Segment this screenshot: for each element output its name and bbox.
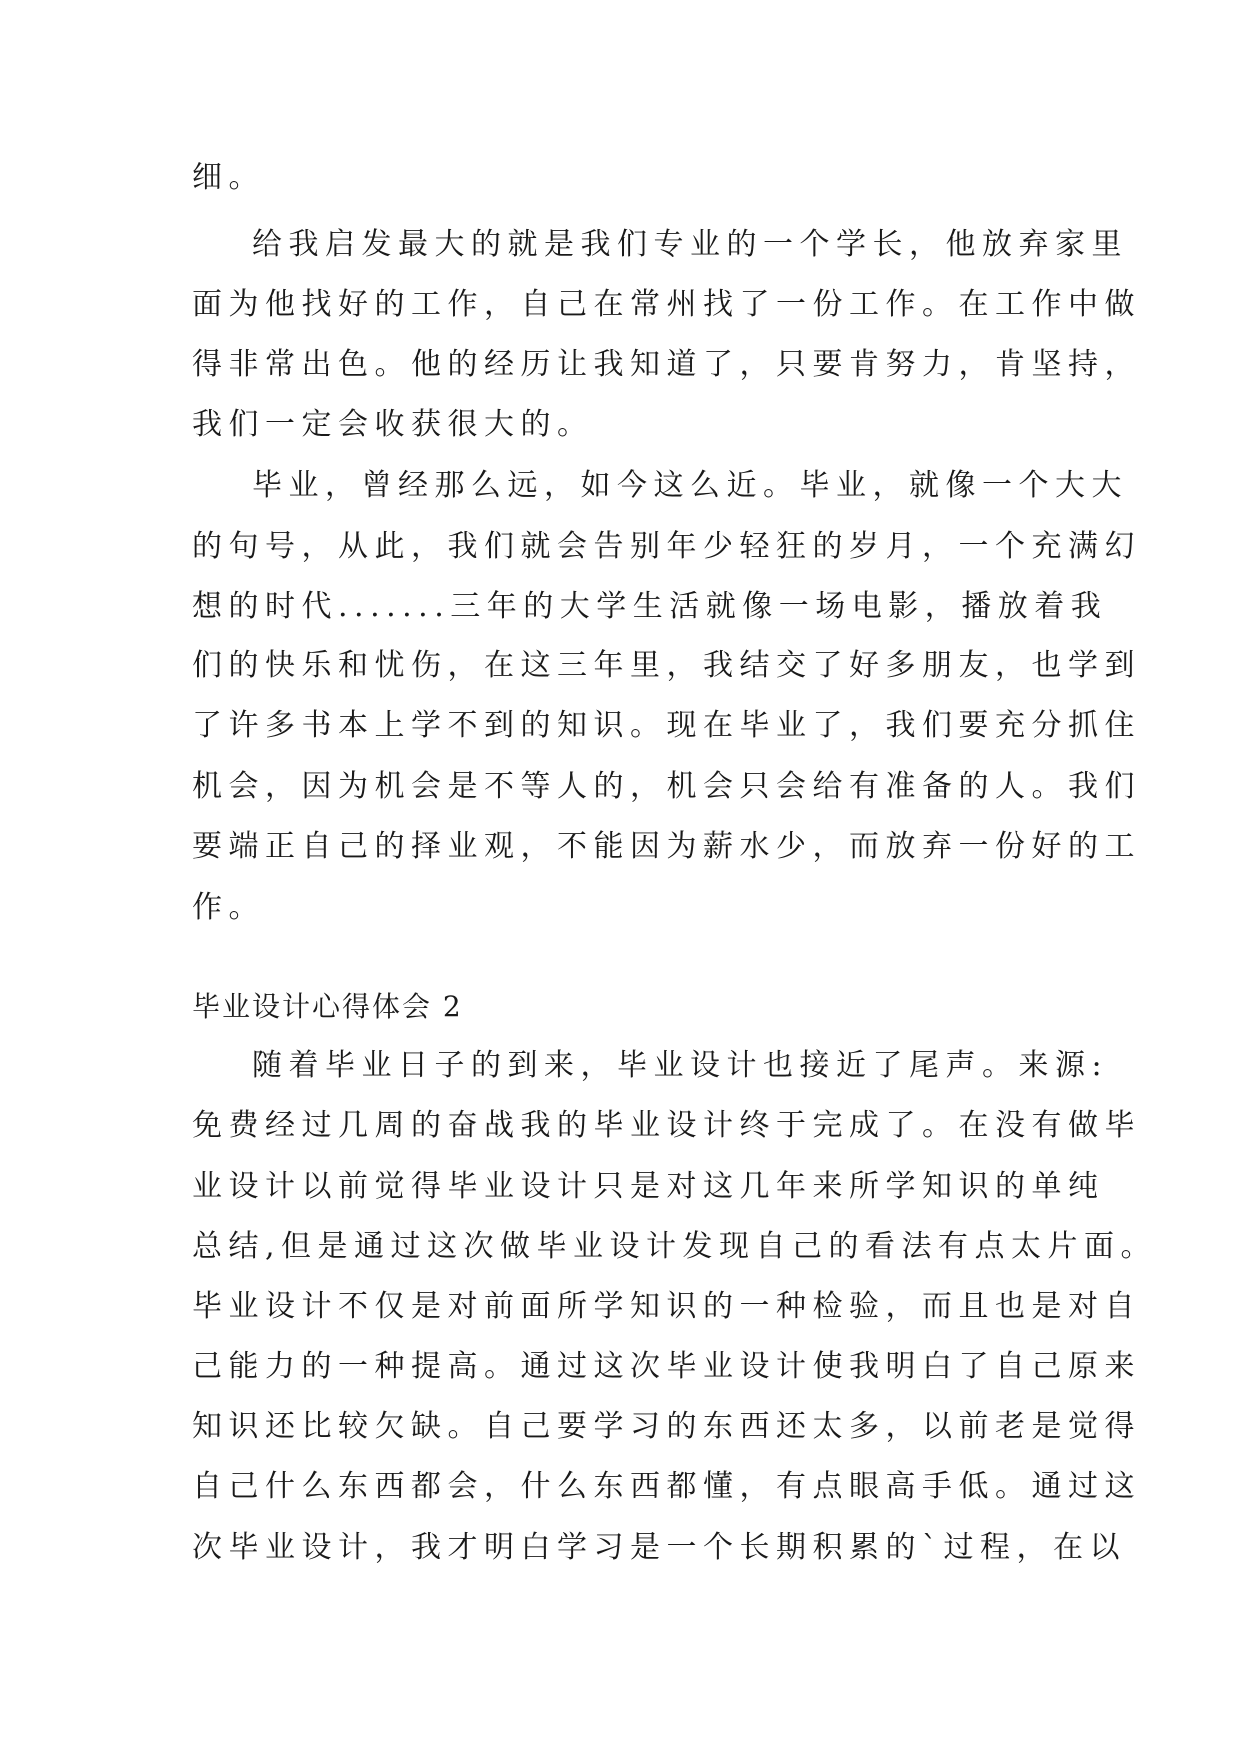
section-heading: 毕业设计心得体会 2 [192,990,463,1023]
paragraph-line: 作。 [192,890,265,925]
paragraph-line: 细。 [192,160,265,195]
paragraph-line: 业设计以前觉得毕业设计只是对这几年来所学知识的单纯 [192,1169,1105,1204]
paragraph-line: 我们一定会收获很大的。 [192,407,594,442]
paragraph-line: 的句号，从此，我们就会告别年少轻狂的岁月，一个充满幻 [192,529,1141,564]
paragraph-line: 毕业，曾经那么远，如今这么近。毕业，就像一个大大 [252,468,1128,503]
paragraph-line: 己能力的一种提高。通过这次毕业设计使我明白了自己原来 [192,1349,1141,1384]
paragraph-line: 随着毕业日子的到来，毕业设计也接近了尾声。来源: [252,1048,1109,1083]
paragraph-line: 知识还比较欠缺。自己要学习的东西还太多，以前老是觉得 [192,1409,1141,1444]
paragraph-line: 们的快乐和忧伤，在这三年里，我结交了好多朋友，也学到 [192,648,1141,683]
paragraph-line: 了许多书本上学不到的知识。现在毕业了，我们要充分抓住 [192,708,1141,743]
paragraph-line: 要端正自己的择业观，不能因为薪水少，而放弃一份好的工 [192,829,1141,864]
paragraph-line: 机会，因为机会是不等人的，机会只会给有准备的人。我们 [192,769,1141,804]
paragraph-line: 次毕业设计，我才明白学习是一个长期积累的`过程，在以 [192,1530,1126,1565]
paragraph-line: 面为他找好的工作，自己在常州找了一份工作。在工作中做 [192,287,1141,322]
paragraph-line: 免费经过几周的奋战我的毕业设计终于完成了。在没有做毕 [192,1108,1141,1143]
paragraph-line: 给我启发最大的就是我们专业的一个学长，他放弃家里 [252,227,1128,262]
paragraph-line: 毕业设计不仅是对前面所学知识的一种检验，而且也是对自 [192,1289,1141,1324]
paragraph-line: 想的时代.......三年的大学生活就像一场电影，播放着我 [192,589,1108,624]
paragraph-line: 总结,但是通过这次做毕业设计发现自己的看法有点太片面。 [192,1229,1158,1264]
paragraph-line: 得非常出色。他的经历让我知道了，只要肯努力，肯坚持， [192,347,1141,382]
paragraph-line: 自己什么东西都会，什么东西都懂，有点眼高手低。通过这 [192,1469,1141,1504]
